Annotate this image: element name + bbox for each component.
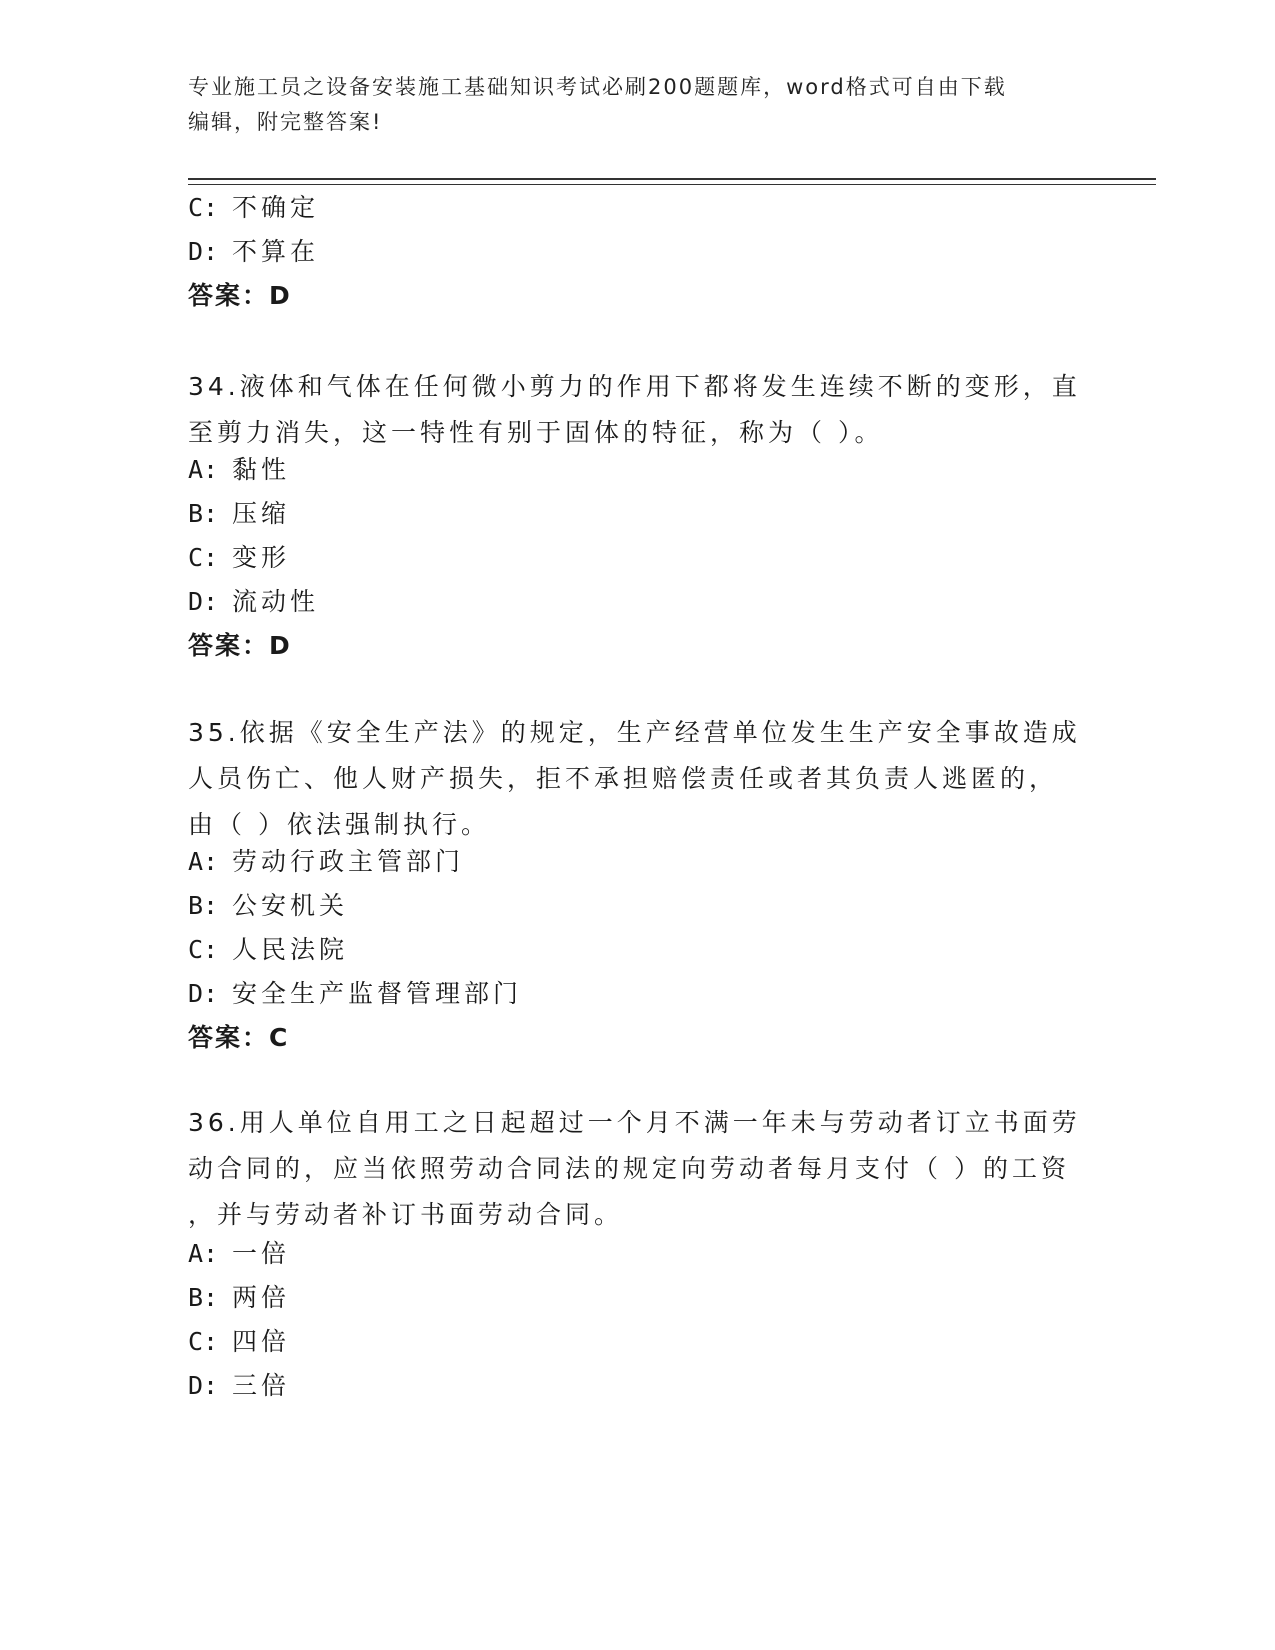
option-c bbox=[188, 1322, 290, 1358]
option-text: 不确定 bbox=[232, 193, 320, 222]
option-b bbox=[188, 494, 290, 530]
option-b bbox=[188, 886, 348, 922]
answer-line: 答案：C bbox=[188, 1023, 290, 1052]
option-a bbox=[188, 1234, 290, 1270]
option-text: 不算在 bbox=[232, 237, 320, 266]
option-letter: A: bbox=[188, 455, 219, 484]
option-c bbox=[188, 930, 348, 966]
option-text: 安全生产监督管理部门 bbox=[232, 979, 523, 1008]
option-text: 劳动行政主管部门 bbox=[232, 847, 465, 876]
option-letter: B: bbox=[188, 891, 219, 920]
option-text: 人民法院 bbox=[232, 935, 349, 964]
question-line: 动合同的，应当依照劳动合同法的规定向劳动者每月支付（ ）的工资 bbox=[188, 1154, 1070, 1183]
option-letter: D: bbox=[188, 1371, 219, 1400]
option-text: 黏性 bbox=[232, 455, 291, 484]
question-line: ，并与劳动者补订书面劳动合同。 bbox=[188, 1200, 624, 1229]
option-text: 公安机关 bbox=[232, 891, 349, 920]
question-line: 36.用人单位自用工之日起超过一个月不满一年未与劳动者订立书面劳 bbox=[188, 1108, 1081, 1137]
question-line: 34.液体和气体在任何微小剪力的作用下都将发生连续不断的变形，直 bbox=[188, 372, 1081, 401]
option-letter: C: bbox=[188, 1327, 219, 1356]
question-line: 至剪力消失，这一特性有别于固体的特征，称为（ ）。 bbox=[188, 418, 884, 447]
question-35-text bbox=[188, 710, 1088, 848]
option-d bbox=[188, 582, 319, 618]
question-line: 35.依据《安全生产法》的规定，生产经营单位发生生产安全事故造成 bbox=[188, 718, 1081, 747]
option-letter: B: bbox=[188, 1283, 219, 1312]
option-d bbox=[188, 1366, 290, 1402]
option-letter: D: bbox=[188, 237, 219, 266]
option-text: 四倍 bbox=[232, 1327, 291, 1356]
option-letter: A: bbox=[188, 1239, 219, 1268]
answer-line: 答案：D bbox=[188, 631, 292, 660]
option-d bbox=[188, 232, 319, 268]
header-line-2: 编辑，附完整答案! bbox=[188, 110, 383, 134]
option-text: 一倍 bbox=[232, 1239, 291, 1268]
option-text: 流动性 bbox=[232, 587, 320, 616]
option-text: 变形 bbox=[232, 543, 291, 572]
option-letter: C: bbox=[188, 543, 219, 572]
header-rule-thin bbox=[188, 184, 1156, 185]
option-b bbox=[188, 1278, 290, 1314]
option-letter: C: bbox=[188, 193, 219, 222]
question-34-text bbox=[188, 364, 1088, 456]
question-36-text bbox=[188, 1100, 1088, 1238]
header-line-1: 专业施工员之设备安装施工基础知识考试必刷200题题库，word格式可自由下载 bbox=[188, 75, 1007, 99]
option-letter: A: bbox=[188, 847, 219, 876]
option-c bbox=[188, 538, 290, 574]
document-header bbox=[188, 70, 1068, 140]
option-c bbox=[188, 188, 319, 224]
option-text: 压缩 bbox=[232, 499, 291, 528]
option-letter: D: bbox=[188, 587, 219, 616]
header-rule-thick bbox=[188, 178, 1156, 180]
option-letter: B: bbox=[188, 499, 219, 528]
option-a bbox=[188, 450, 290, 486]
answer-line: 答案：D bbox=[188, 281, 292, 310]
option-a bbox=[188, 842, 464, 878]
question-line: 人员伤亡、他人财产损失，拒不承担赔偿责任或者其负责人逃匿的， bbox=[188, 764, 1059, 793]
question-line: 由（ ）依法强制执行。 bbox=[188, 810, 490, 839]
option-text: 两倍 bbox=[232, 1283, 291, 1312]
option-letter: C: bbox=[188, 935, 219, 964]
option-text: 三倍 bbox=[232, 1371, 291, 1400]
option-letter: D: bbox=[188, 979, 219, 1008]
option-d bbox=[188, 974, 522, 1010]
